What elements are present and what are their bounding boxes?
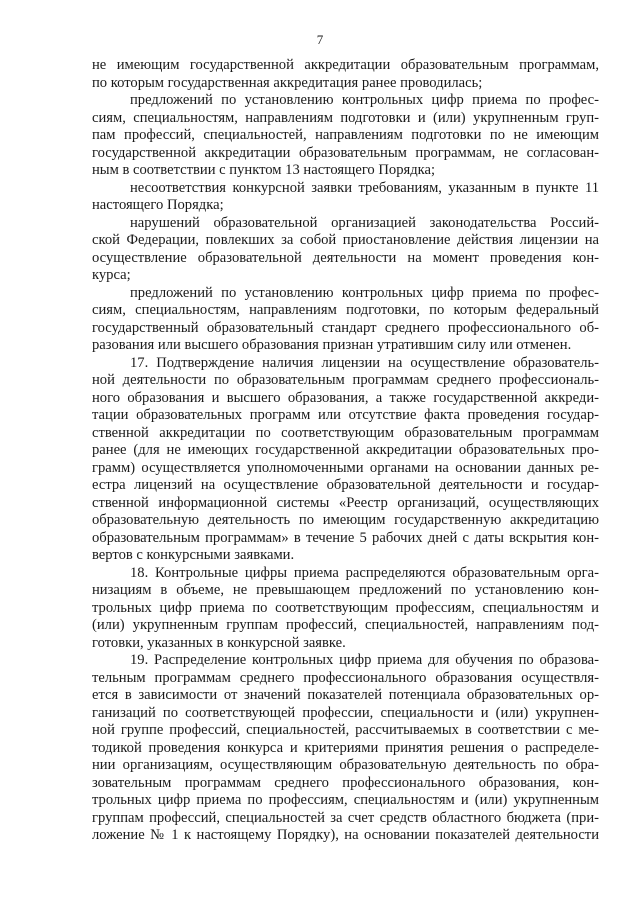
- text-line: пам профессий, специальностей, направлениям подготовки по не имеющим: [92, 127, 599, 143]
- text-line: настоящего Порядка;: [92, 197, 224, 213]
- text-line: ской Федерации, повлекших за собой приостановление действия лицензии на: [92, 232, 599, 248]
- text-line: трольных цифр приема по соответствующим профессиям, специальностям и: [92, 599, 599, 616]
- text-line: низациям в объеме, не превышающем предложений по установлению кон-: [92, 582, 599, 598]
- text-line: ственной информационной системы «Реестр организаций, осуществляющих: [92, 494, 599, 511]
- text-line: сиям, специальностям, направлениям подготовки и (или) укрупненным груп-: [92, 109, 599, 126]
- text-line: естра лицензий на осуществление образовательной деятельности и государ-: [92, 477, 599, 493]
- text-line: зовательным программам среднего профессионального образования, кон-: [92, 774, 599, 791]
- text-line: разования или высшего образования признан утратившим силу или отменен.: [92, 337, 572, 353]
- text-line: по которым государственная аккредитация ранее проводилась;: [92, 74, 483, 91]
- text-line: ной деятельности по образовательным программам среднего профессиональ-: [92, 372, 599, 388]
- text-line: государственный образовательный стандарт среднего профессионального об-: [92, 319, 599, 336]
- text-line: (или) укрупненным группам профессий, специальностей, направлениям под-: [92, 617, 599, 633]
- text-line: нарушений образовательной организацией законодательства Россий-: [130, 214, 599, 231]
- text-line: 18. Контрольные цифры приема распределяются образовательным орга-: [130, 564, 599, 581]
- text-line: ного образования и высшего образования, а также государственной аккреди-: [92, 389, 599, 406]
- text-line: осуществление образовательной деятельности на момент проведения кон-: [92, 249, 599, 266]
- text-line: не имеющим государственной аккредитации образовательным программам,: [92, 57, 599, 73]
- text-line: предложений по установлению контрольных цифр приема по профес-: [130, 284, 599, 301]
- page-number: 7: [316, 32, 324, 47]
- text-line: грамм) осуществляется уполномоченными органами на основании данных ре-: [92, 459, 599, 476]
- text-line: группам профессий, специальностей за счет средств областного бюджета (при-: [92, 809, 599, 826]
- text-line: тации образовательных программ или отсутствие факта проведения государ-: [92, 407, 599, 423]
- text-line: государственной аккредитации образовательным программам, не согласован-: [92, 144, 599, 161]
- text-line: ложение № 1 к настоящему Порядку), на основании показателей деятельности: [92, 827, 599, 843]
- text-line: ственной аккредитации по соответствующим образовательным программам: [92, 424, 599, 441]
- text-line: нии организациям, осуществляющим образовательную деятельность по обра-: [92, 757, 599, 773]
- body-text: [92, 57, 599, 845]
- text-line: тодикой проведения конкурса и критериями принятия решения о распределе-: [92, 739, 599, 756]
- text-line: 17. Подтверждение наличия лицензии на осуществление образователь-: [130, 354, 599, 371]
- text-line: 19. Распределение контрольных цифр приема для обучения по образова-: [130, 652, 599, 668]
- text-line: готовки, указанных в конкурсной заявке.: [92, 634, 346, 651]
- text-line: сиям, специальностям, направлениям подготовки, по которым федеральный: [92, 302, 599, 318]
- text-line: образовательную деятельность по имеющим государственную аккредитацию: [92, 512, 599, 528]
- text-line: несоответствия конкурсной заявки требованиям, указанным в пункте 11: [130, 179, 599, 196]
- text-line: трольных цифр приема по профессиям, специальностям и (или) укрупненным: [92, 792, 599, 808]
- text-line: ранее (для не имеющих государственной аккредитации образовательных про-: [92, 442, 599, 458]
- text-line: ганизаций по соответствующей профессии, специальности и (или) укрупнен-: [92, 704, 599, 721]
- text-line: ным в соответствии с пунктом 13 настоящего Порядка;: [92, 162, 436, 178]
- text-line: тельным программам среднего профессионального образования осуществля-: [92, 669, 599, 686]
- text-line: ется в зависимости от значений показателей потенциала образовательных ор-: [92, 687, 599, 703]
- text-line: ной группе профессий, специальностей, рассчитываемых в соответствии с ме-: [92, 722, 599, 738]
- text-line: курса;: [92, 267, 131, 283]
- text-line: предложений по установлению контрольных цифр приема по профес-: [130, 92, 599, 108]
- text-line: вертов с конкурсными заявками.: [92, 547, 295, 563]
- text-line: образовательным программам» в течение 5 рабочих дней с даты вскрытия кон-: [92, 529, 599, 546]
